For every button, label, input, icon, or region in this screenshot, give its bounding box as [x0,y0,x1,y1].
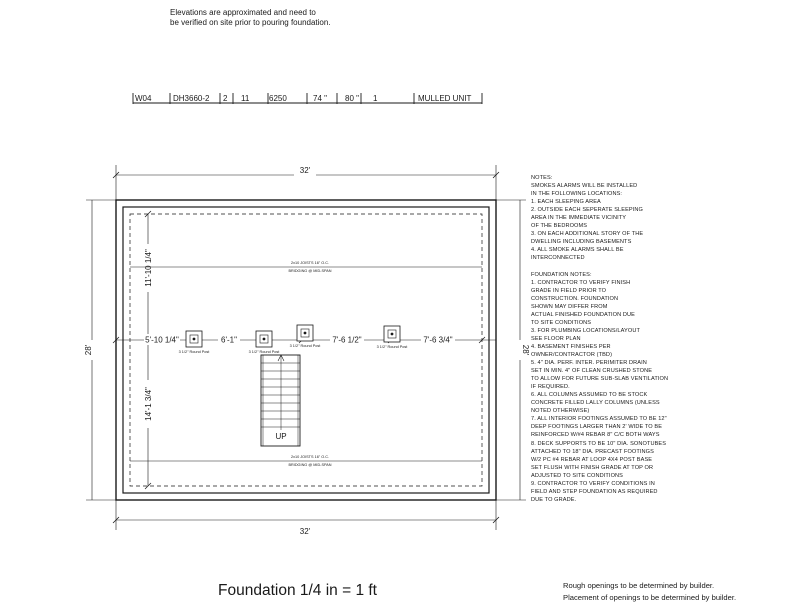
beam-segment-4: 7'-6 3/4" [423,335,453,345]
smoke-note-line: AREA IN THE IMMEDIATE VICINITY [531,215,627,222]
foundation-note-line: OWNER/CONTRACTOR (TBD) [531,351,613,358]
beam-segment-3: 7'-6 1/2" [332,335,362,345]
schedule-cell: 74 " [313,94,327,103]
foundation-note-line: ADJUSTED TO SITE CONDITIONS [531,472,624,479]
stair-direction-label [270,430,292,441]
foundation-note-line: W/2 PC #4 REBAR AT LOOP 4X4 POST BASE [531,456,653,463]
smoke-note-line: OF THE BEDROOMS [531,223,588,230]
builder-note-1: Rough openings to be determined by builder. [563,581,715,590]
width-dimension-bottom [113,500,499,537]
beam-segment-2: 6'-1" [221,335,237,345]
notes-block [531,174,711,504]
foundation-note-line: CONCRETE FILLED LALLY COLUMNS (UNLESS [531,400,660,407]
width-label-bottom: 32' [299,527,311,536]
schedule-row-lines [133,93,482,104]
foundation-note-line: FIELD AND STEP FOUNDATION AS REQUIRED [531,488,658,495]
foundation-note-line: 8. DECK SUPPORTS TO BE 10" DIA. SONOTUBES [531,440,667,447]
foundation-note-line: ACTUAL FINISHED FOUNDATION DUE [531,311,636,318]
foundation-note-line: DUE TO GRADE. [531,496,577,503]
site-note-line-1: Elevations are approximated and need to [170,8,316,17]
builder-notes [563,580,736,603]
foundation-note-line: REINFORCED W/#4 REBAR 8" C/C BOTH WAYS [531,432,660,439]
schedule-cell: DH3660-2 [173,94,210,103]
builder-note-2: Placement of openings to be determined by builder. [563,592,737,602]
smoke-note-line: 2. OUTSIDE EACH SEPERATE SLEEPING [531,207,643,214]
post-label: 3 1/2" Round Post [248,350,280,354]
schedule-cell: 11 [241,94,250,103]
depth-label-right: 28' [521,344,530,356]
depth-dimension-left [84,200,116,500]
post-label: 3 1/2" Round Post [376,345,408,349]
foundation-note-line: SHOWN MAY DIFFER FROM [531,303,608,310]
foundation-note-line: 9. CONTRACTOR TO VERIFY CONDITIONS IN [531,480,655,487]
inner-dimension-line [142,211,154,489]
foundation-note-line: CONSTRUCTION. FOUNDATION [531,295,619,302]
foundation-note-line: DEEP FOOTINGS LARGER THAN 2' WIDE TO BE [531,424,663,431]
smoke-note-line: SMOKES ALARMS WILL BE INSTALLED [531,183,638,190]
smoke-note-line: DWELLING INCLUDING BASEMENTS [531,239,632,246]
foundation-note-line: IF REQUIRED. [531,384,570,391]
site-note-line-2: be verified on site prior to pouring foundation. [170,18,331,27]
schedule-cell: MULLED UNIT [418,94,472,103]
foundation-note-line: 6. ALL COLUMNS ASSUMED TO BE STOCK [531,392,648,399]
schedule-cell: W04 [135,94,152,103]
lower-depth-label: 14'-1 3/4" [144,387,153,421]
foundation-note-line: TO SITE CONDITIONS [531,319,592,326]
post-label: 3 1/2" Round Post [178,350,210,354]
stair-up-label: UP [275,432,287,441]
foundation-note-line: 3. FOR PLUMBING LOCATIONS/LAYOUT [531,327,640,334]
column-post [179,331,211,354]
foundation-note-line: SET FLUSH WITH FINISH GRADE AT TOP OR [531,464,654,471]
column-post [249,331,281,354]
foundation-note-line: 7. ALL INTERIOR FOOTINGS ASSUMED TO BE 12" [531,416,667,423]
width-label-top: 32' [299,166,311,175]
foundation-note-line: 1. CONTRACTOR TO VERIFY FINISH [531,279,631,286]
foundation-note-line: SEE FLOOR PLAN [531,335,581,342]
beam-segment-1: 5'-10 1/4" [145,335,179,345]
joist-note-lower-1: 2x10 JOISTS 16" O.C. [290,455,330,459]
schedule-cell: 6250 [269,94,287,103]
drawing-caption: Foundation 1/4 in = 1 ft [218,582,377,599]
smoke-note-line: INTERCONNECTED [531,255,585,262]
depth-label-left: 28' [84,344,93,356]
column-post [377,326,409,349]
joist-span-lower [130,455,482,467]
foundation-notes-title: FOUNDATION NOTES: [531,271,592,278]
foundation-note-line: TO ALLOW FOR FUTURE SUB-SLAB VENTILATION [531,376,669,383]
foundation-note-line: 5. 4" DIA. PERF. INTER. PERIMITER DRAIN [531,360,647,367]
smoke-note-line: IN THE FOLLOWING LOCATIONS: [531,191,623,198]
post-label: 3 1/2" Round Post [289,344,321,348]
width-dimension-top [113,165,499,200]
smoke-notes-title: NOTES: [531,175,553,181]
upper-depth-label: 11'-10 1/4" [144,249,153,287]
column-post [290,325,322,348]
smoke-note-line: 3. ON EACH ADDITIONAL STORY OF THE [531,231,644,238]
foundation-note-line: NOTED OTHERWISE) [531,408,590,415]
smoke-note-line: 1. EACH SLEEPING AREA [531,199,601,206]
foundation-note-line: SET IN MIN. 4" OF CLEAN CRUSHED STONE [531,368,653,375]
joist-note-lower-2: BRIDGING @ MID-SPAN [288,463,332,467]
foundation-note-line: ATTACHED TO 18" DIA. PRECAST FOOTINGS [531,448,654,455]
joist-note-upper-1: 2x10 JOISTS 16" O.C. [290,261,330,265]
joist-span-upper [130,261,482,273]
schedule-cell: 2 [223,94,228,103]
foundation-note-line: GRADE IN FIELD PRIOR TO [531,287,607,294]
smoke-note-line: 4. ALL SMOKE ALARMS SHALL BE [531,247,624,254]
foundation-note-line: 4. BASEMENT FINISHES PER [531,343,611,350]
joist-note-upper-2: BRIDGING @ MID-SPAN [288,269,332,273]
depth-dimension-right [496,200,530,500]
schedule-cell: 80 " [345,94,359,103]
schedule-cell: 1 [373,94,378,103]
